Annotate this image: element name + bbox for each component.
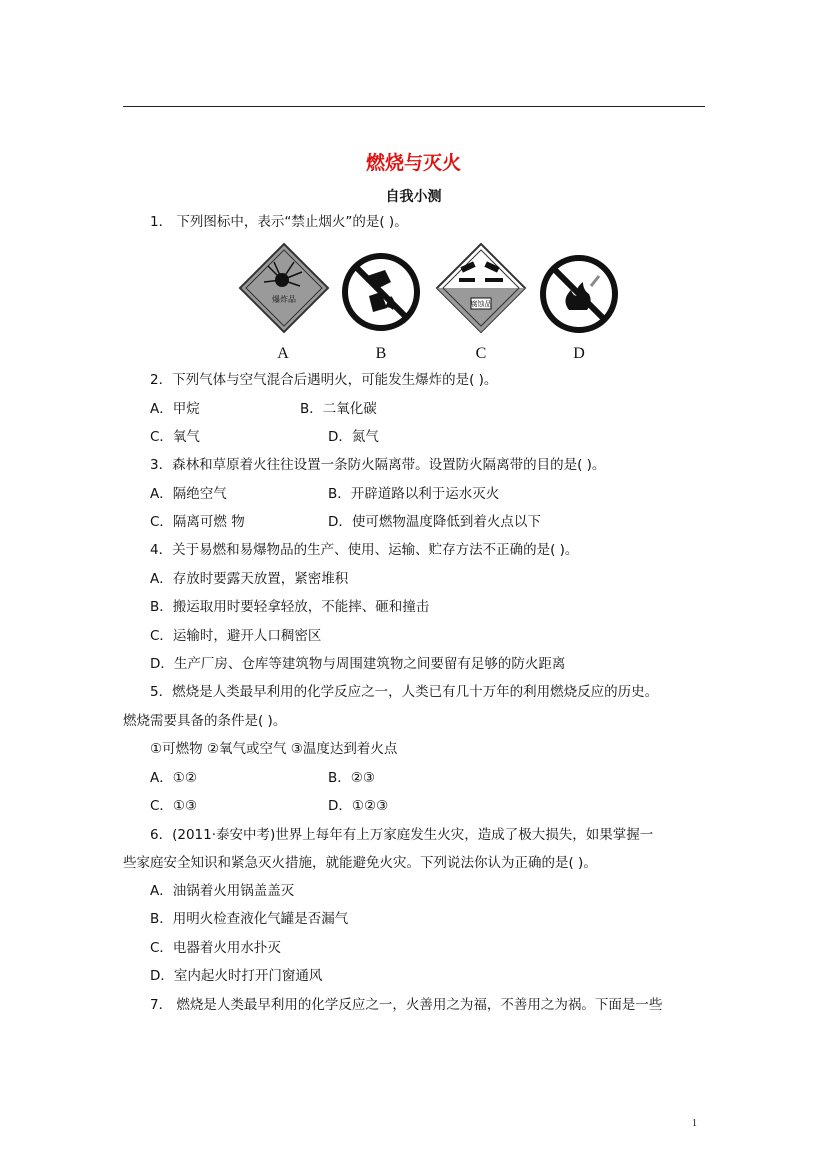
no-smoking-icon [341, 252, 421, 332]
page-title: 燃烧与灭火 [365, 152, 461, 174]
q5-option-b: B．②③ [328, 770, 375, 786]
q4-option-c: C．运输时，避开人口稠密区 [150, 628, 322, 644]
q1-stem: 1． 下列图标中，表示“禁止烟火”的是( )。 [150, 214, 408, 230]
q3-option-a: A．隔绝空气 [150, 486, 227, 502]
q6-option-a: A．油锅着火用锅盖盖灭 [150, 883, 295, 899]
q6-stem-line2: 些家庭安全知识和紧急灭火措施，就能避免火灾。下列说法你认为正确的是( )。 [123, 855, 597, 871]
icon-c-label: C [475, 345, 487, 362]
q6-option-c: C．电器着火用水扑灭 [150, 940, 281, 956]
q2-option-a: A．甲烷 [150, 401, 200, 417]
q7-stem-line1: 7． 燃烧是人类最早利用的化学反应之一，火善用之为福，不善用之为祸。下面是一些 [150, 997, 663, 1013]
corrosive-icon [435, 242, 527, 334]
q3-option-b: B．开辟道路以利于运水灭火 [328, 486, 500, 502]
q2-option-d: D．氮气 [328, 429, 379, 445]
q5-option-a: A．①② [150, 770, 197, 786]
q4-option-b: B．搬运取用时要轻拿轻放，不能摔、砸和撞击 [150, 599, 430, 615]
icon-b-label: B [375, 345, 387, 362]
q4-option-a: A．存放时要露天放置，紧密堆积 [150, 571, 349, 587]
icon-a-label: A [277, 345, 289, 362]
q6-stem-line1: 6．(2011·泰安中考)世界上每年有上万家庭发生火灾，造成了极大损失，如果掌握一 [150, 827, 654, 843]
q3-option-d: D．使可燃物温度降低到着火点以下 [328, 514, 541, 530]
header-rule [123, 106, 705, 107]
q6-option-b: B．用明火检查液化气罐是否漏气 [150, 911, 349, 927]
icon-d-label: D [573, 345, 585, 362]
q4-stem: 4．关于易燃和易爆物品的生产、使用、运输、贮存方法不正确的是( )。 [150, 542, 579, 558]
q5-stem-line2: 燃烧需要具备的条件是( )。 [123, 713, 287, 729]
q2-option-b: B．二氧化碳 [300, 401, 377, 417]
q4-option-d: D．生产厂房、仓库等建筑物与周围建筑物之间要留有足够的防火距离 [150, 656, 566, 672]
q3-option-c: C．隔离可燃 物 [150, 514, 245, 530]
q6-option-d: D．室内起火时打开门窗通风 [150, 968, 323, 984]
q5-option-d: D．①②③ [328, 798, 389, 814]
q3-stem: 3．森林和草原着火往往设置一条防火隔离带。设置防火隔离带的目的是( )。 [150, 457, 606, 473]
no-fire-icon [539, 254, 619, 334]
q2-stem: 2．下列气体与空气混合后遇明火，可能发生爆炸的是( )。 [150, 372, 498, 388]
q5-option-c: C．①③ [150, 798, 198, 814]
q5-conditions: ①可燃物 ②氧气或空气 ③温度达到着火点 [150, 741, 398, 757]
icon-c-text: 腐蚀品 [470, 300, 492, 308]
page-number: 1 [692, 1118, 697, 1129]
q5-stem-line1: 5．燃烧是人类最早利用的化学反应之一，人类已有几十万年的利用燃烧反应的历史。 [150, 684, 659, 700]
q2-option-c: C．氧气 [150, 429, 200, 445]
section-subtitle: 自我小测 [385, 189, 442, 205]
explosive-icon [238, 242, 330, 334]
icon-a-text: 爆炸品 [272, 295, 296, 304]
